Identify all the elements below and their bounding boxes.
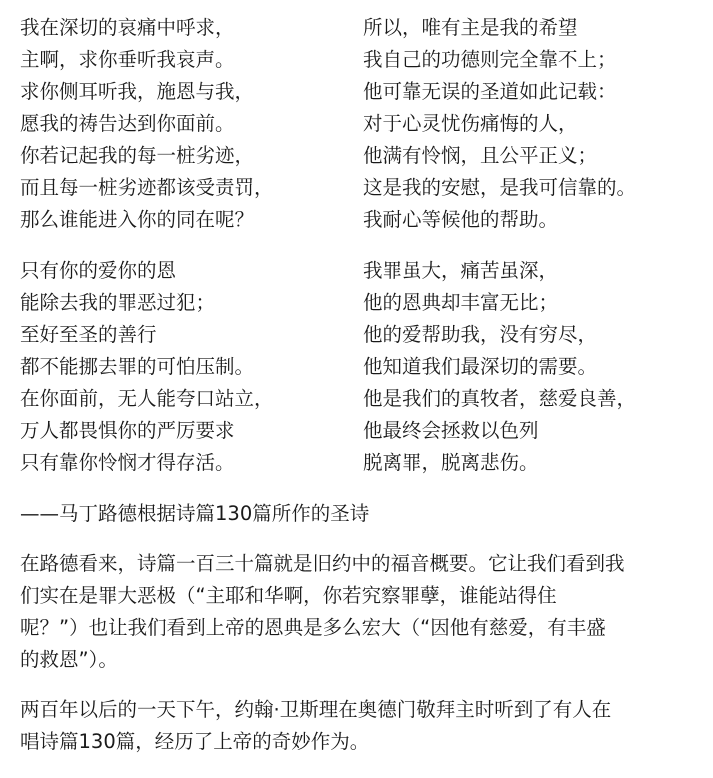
poem-line: 他满有怜悯，且公平正义； xyxy=(363,144,598,167)
stanza-2-left-column xyxy=(20,255,363,479)
stanza-1-right-column xyxy=(363,12,706,236)
poem-line: 只有你的爱你的恩 xyxy=(20,259,177,282)
body-paragraph xyxy=(20,694,700,758)
poem-line: 我在深切的哀痛中呼求， xyxy=(20,16,235,39)
poem-stanza-1 xyxy=(20,12,710,236)
paragraph-line: 的救恩”）。 xyxy=(20,648,118,671)
poem-line: 能除去我的罪恶过犯； xyxy=(20,291,216,314)
poem-stanza-2 xyxy=(20,255,710,479)
poem-line: 只有靠你怜悯才得存活。 xyxy=(20,451,235,474)
poem-attribution: ——马丁路德根据诗篇130篇所作的圣诗 xyxy=(20,502,370,525)
poem-line: 我自己的功德则完全靠不上； xyxy=(363,48,617,71)
poem-line: 我罪虽大，痛苦虽深， xyxy=(363,259,559,282)
paragraph-line: 在路德看来，诗篇一百三十篇就是旧约中的福音概要。它让我们看到我 xyxy=(20,552,625,575)
paragraph-line: 两百年以后的一天下午，约翰·卫斯理在奥德门敬拜主时听到了有人在 xyxy=(20,698,612,721)
poem-line: 万人都畏惧你的严厉要求 xyxy=(20,419,235,442)
poem-line: 对于心灵忧伤痛悔的人， xyxy=(363,112,578,135)
poem-line: 这是我的安慰，是我可信靠的。 xyxy=(363,176,637,199)
poem-line: 他最终会拯救以色列 xyxy=(363,419,539,442)
poem-line: 他是我们的真牧者，慈爱良善， xyxy=(363,387,637,410)
stanza-2-right-column xyxy=(363,255,706,479)
paragraph-line: 呢？”）也让我们看到上帝的恩典是多么宏大（“因他有慈爱，有丰盛 xyxy=(20,616,606,639)
poem-line: 在你面前，无人能夸口站立， xyxy=(20,387,274,410)
poem-line: 他知道我们最深切的需要。 xyxy=(363,355,598,378)
poem-line: 至好至圣的善行 xyxy=(20,323,157,346)
poem-line: 求你侧耳听我，施恩与我， xyxy=(20,80,255,103)
poem-line: 主啊，求你垂听我哀声。 xyxy=(20,48,235,71)
poem-line: 而且每一桩劣迹都该受责罚， xyxy=(20,176,274,199)
poem-line: 他的爱帮助我，没有穷尽， xyxy=(363,323,598,346)
poem-line: 愿我的祷告达到你面前。 xyxy=(20,112,235,135)
body-paragraph xyxy=(20,548,700,676)
stanza-1-left-column xyxy=(20,12,363,236)
poem-line: 脱离罪，脱离悲伤。 xyxy=(363,451,539,474)
poem-line: 所以，唯有主是我的希望 xyxy=(363,16,578,39)
poem-line: 都不能挪去罪的可怕压制。 xyxy=(20,355,255,378)
poem-line: 你若记起我的每一桩劣迹， xyxy=(20,144,255,167)
poem-line: 他可靠无误的圣道如此记载： xyxy=(363,80,617,103)
paragraph-line: 们实在是罪大恶极（“主耶和华啊，你若究察罪孽，谁能站得住 xyxy=(20,584,557,607)
poem-line: 那么谁能进入你的同在呢？ xyxy=(20,208,255,231)
poem-line: 他的恩典却丰富无比； xyxy=(363,291,559,314)
paragraph-line: 唱诗篇130篇，经历了上帝的奇妙作为。 xyxy=(20,730,370,753)
poem-line: 我耐心等候他的帮助。 xyxy=(363,208,559,231)
